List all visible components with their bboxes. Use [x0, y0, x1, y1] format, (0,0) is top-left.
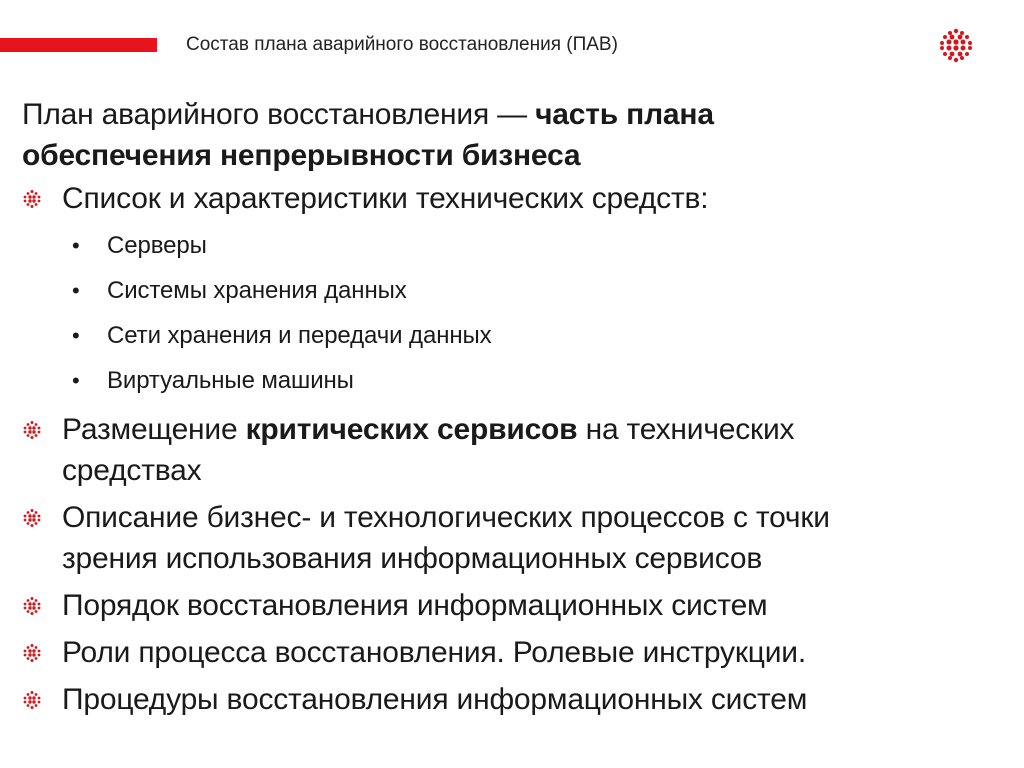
bullet-dot: •: [72, 233, 80, 258]
sublist-item: [22, 313, 1002, 358]
dotted-bullet-icon: [22, 643, 42, 663]
hardware-sublist: [22, 223, 1002, 403]
list-item-roles: [22, 632, 1002, 673]
list-item-recovery-order: [22, 585, 1002, 626]
sublist-item-label: Системы хранения данных: [107, 277, 407, 304]
list-item-label: Порядок восстановления информационных систем: [62, 589, 768, 622]
sublist-item-label: Виртуальные машины: [107, 367, 354, 394]
dotted-bullet-icon: [22, 189, 42, 209]
dotted-bullet-icon: [22, 596, 42, 616]
list-item-label-bold: критических сервисов: [245, 413, 578, 446]
lead-statement: [22, 94, 1002, 176]
list-item-label-line1: Описание бизнес- и технологических процессов с точки: [62, 501, 830, 534]
bullet-dot: •: [72, 368, 80, 393]
sublist-item: [22, 268, 1002, 313]
bullet-dot: •: [72, 278, 80, 303]
lead-normal-text: План аварийного восстановления —: [22, 98, 536, 131]
list-item-procedures: [22, 679, 1002, 720]
dotted-bullet-icon: [22, 508, 42, 528]
header-accent-bar: [0, 38, 157, 52]
dotted-circle-logo-icon: [938, 27, 974, 63]
list-item-label: Роли процесса восстановления. Ролевые инструкции.: [62, 636, 806, 669]
list-item-label: Список и характеристики технических средств:: [62, 182, 709, 215]
list-item-critical-services: [22, 409, 1002, 491]
slide-content: [22, 94, 1002, 720]
list-item-label-line2: средствах: [62, 454, 202, 487]
bullet-dot: •: [72, 323, 80, 348]
sublist-item: [22, 223, 1002, 268]
sublist-item: [22, 358, 1002, 403]
list-item-label: Процедуры восстановления информационных систем: [62, 683, 808, 716]
slide-header-title: Состав плана аварийного восстановления (ПАВ): [186, 34, 618, 55]
dotted-bullet-icon: [22, 420, 42, 440]
list-item-processes: [22, 497, 1002, 579]
list-item-label-pre: Размещение: [62, 413, 246, 446]
sublist-item-label: Сети хранения и передачи данных: [107, 322, 492, 349]
list-item-label-line2: зрения использования информационных сервисов: [62, 542, 763, 575]
list-item-label-post: на технических: [577, 413, 795, 446]
dotted-bullet-icon: [22, 690, 42, 710]
lead-bold-text-2: обеспечения непрерывности бизнеса: [22, 139, 581, 172]
sublist-item-label: Серверы: [107, 232, 207, 259]
list-item-hardware: [22, 178, 1002, 219]
lead-bold-text-1: часть плана: [535, 98, 714, 131]
